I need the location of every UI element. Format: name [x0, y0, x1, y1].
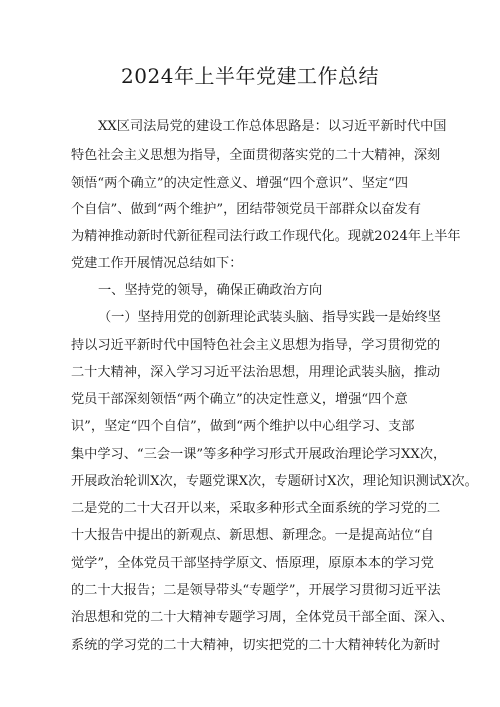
paragraph-line: 特色社会主义思想为指导，全面贯彻落实党的二十大精神，深刻	[71, 148, 441, 163]
paragraph-line: （一）坚持用党的创新理论武装头脑、指导实践一是始终坚	[98, 310, 441, 325]
paragraph-line: 集中学习、“三会一课”等多种学习形式开展政治理论学习XX次，	[71, 447, 447, 462]
section-heading: 一、坚持党的领导，确保正确政治方向	[98, 283, 323, 298]
paragraph-line: 持以习近平新时代中国特色社会主义思想为指导，学习贯彻党的	[71, 338, 441, 353]
document-title: 2024年上半年党建工作总结	[121, 64, 379, 88]
paragraph-line: 识”，坚定“四个自信”，做到“两个维护以中心组学习、支部	[71, 419, 415, 434]
paragraph-line: XX区司法局党的建设工作总体思路是：以习近平新时代中国	[98, 119, 447, 134]
paragraph-line: 觉学”，全体党员干部坚持学原文、悟原理，原原本本的学习党	[71, 556, 434, 571]
paragraph-line: 党建工作开展情况总结如下：	[71, 256, 243, 271]
paragraph-line: 系统的学习党的二十大精神，切实把党的二十大精神转化为新时	[71, 638, 441, 653]
paragraph-line: 治思想和党的二十大精神专题学习周，全体党员干部全面、深入、	[71, 610, 454, 625]
paragraph-line: 领悟“两个确立”的决定性意义、增强“四个意识”、坚定“四	[71, 176, 409, 191]
paragraph-line: 为精神推动新时代新征程司法行政工作现代化。现就2024年上半年	[71, 229, 461, 244]
paragraph-line: 二十大精神，深入学习习近平法治思想，用理论武装头脑，推动	[71, 365, 441, 380]
paragraph-line: 开展政治轮训X次，专题党课X次，专题研讨X次，理论知识测试X次。	[71, 474, 478, 489]
paragraph-line: 党员干部深刻领悟“两个确立”的决定性意义，增强“四个意	[71, 392, 408, 407]
paragraph-line: 个自信”、做到“两个维护”，团结带领党员干部群众以奋发有	[71, 202, 421, 217]
paragraph-line: 二是党的二十大召开以来，采取多种形式全面系统的学习党的二	[71, 501, 441, 516]
paragraph-line: 的二十大报告；二是领导带头“专题学”，开展学习贯彻习近平法	[71, 583, 441, 598]
paragraph-line: 十大报告中提出的新观点、新思想、新理念。一是提高站位“自	[71, 528, 434, 543]
